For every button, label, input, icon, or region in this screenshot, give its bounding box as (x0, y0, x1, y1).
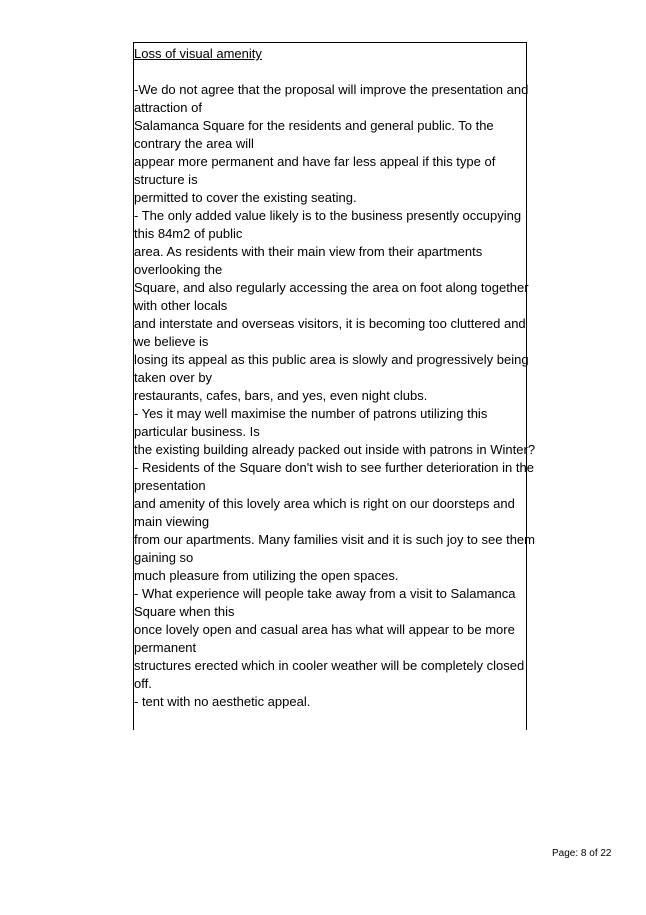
body-line: appear more permanent and have far less appeal if this type of (134, 154, 496, 169)
body-line: overlooking the (134, 262, 223, 277)
body-line: restaurants, cafes, bars, and yes, even night clubs. (134, 388, 428, 403)
body-line: off. (134, 676, 152, 691)
body-line: - The only added value likely is to the business presently occupying (134, 208, 522, 223)
body-line: the existing building already packed out inside with patrons in Winter? (134, 442, 536, 457)
body-line: main viewing (134, 514, 210, 529)
body-line: from our apartments. Many families visit and it is such joy to see them (134, 532, 535, 547)
body-line: structure is (134, 172, 198, 187)
body-line: Salamanca Square for the residents and general public. To the (134, 118, 494, 133)
body-line: we believe is (134, 334, 209, 349)
body-line: particular business. Is (134, 424, 260, 439)
page-number: Page: 8 of 22 (552, 848, 612, 859)
body-line: - tent with no aesthetic appeal. (134, 694, 311, 709)
body-line: Square, and also regularly accessing the area on foot along together (134, 280, 529, 295)
body-line: much pleasure from utilizing the open spaces. (134, 568, 399, 583)
body-line: permitted to cover the existing seating. (134, 190, 357, 205)
body-line: this 84m2 of public (134, 226, 243, 241)
body-line: losing its appeal as this public area is slowly and progressively being (134, 352, 529, 367)
body-line: attraction of (134, 100, 202, 115)
body-line: - What experience will people take away from a visit to Salamanca (134, 586, 516, 601)
body-line: -We do not agree that the proposal will improve the presentation and (134, 82, 529, 97)
body-line: - Residents of the Square don't wish to see further deterioration in the (134, 460, 534, 475)
body-line: presentation (134, 478, 206, 493)
body-line: Square when this (134, 604, 235, 619)
body-line: taken over by (134, 370, 213, 385)
body-line: with other locals (134, 298, 228, 313)
body-line: area. As residents with their main view from their apartments (134, 244, 483, 259)
body-line: and amenity of this lovely area which is right on our doorsteps and (134, 496, 515, 511)
section-heading: Loss of visual amenity (134, 46, 262, 61)
body-line: contrary the area will (134, 136, 254, 151)
body-line: permanent (134, 640, 197, 655)
body-line: and interstate and overseas visitors, it is becoming too cluttered and (134, 316, 526, 331)
body-line: - Yes it may well maximise the number of patrons utilizing this (134, 406, 488, 421)
body-line: gaining so (134, 550, 194, 565)
body-line: structures erected which in cooler weather will be completely closed (134, 658, 525, 673)
submission-body (134, 81, 536, 711)
body-line: once lovely open and casual area has what will appear to be more (134, 622, 515, 637)
